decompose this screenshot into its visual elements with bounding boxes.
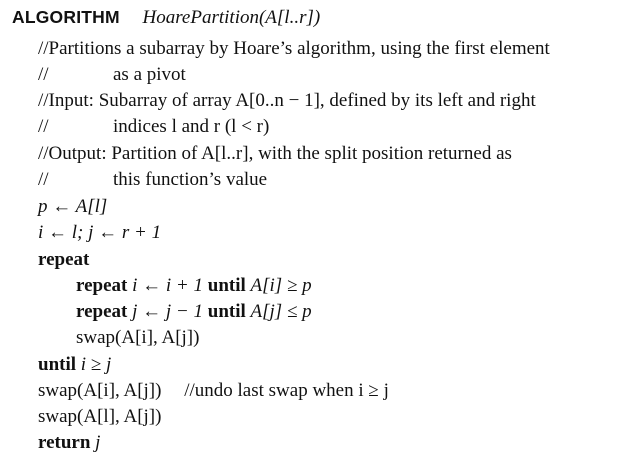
comment-text: as a pivot [113, 64, 186, 85]
comment-text: indices l and r (l < r) [113, 116, 270, 137]
expr-undo-swap: swap(A[i], A[j]) [38, 380, 162, 401]
code-line-pivot-assign: p ← A[l] [38, 196, 108, 217]
keyword-repeat: repeat [76, 301, 128, 322]
algorithm-keyword: ALGORITHM [12, 7, 120, 27]
comment-slash: // [38, 116, 49, 137]
comment-slash: // [38, 169, 49, 190]
expr-condition-i: A[i] ≥ p [250, 275, 312, 296]
algorithm-params: (A[l..r]) [258, 7, 321, 28]
code-line-inner-repeat-j [76, 299, 312, 325]
algorithm-header [12, 4, 320, 30]
inline-comment: //undo last swap when i ≥ j [184, 380, 389, 401]
algorithm-name: HoarePartition [142, 7, 259, 28]
comment-text: this function’s value [113, 169, 268, 190]
expr-condition-j: A[j] ≤ p [250, 301, 312, 322]
code-line-undo-swap [38, 378, 389, 404]
code-line-final-swap: swap(A[l], A[j]) [38, 406, 162, 427]
comment-line-2: //Input: Subarray of array A[0..n − 1], defined by its left and right [38, 90, 536, 111]
code-line-return [38, 430, 100, 456]
expr-decrement-j: j ← j − 1 [132, 301, 203, 322]
keyword-repeat: repeat [76, 275, 128, 296]
comment-line-3: //Output: Partition of A[l..r], with the split position returned as [38, 143, 512, 164]
keyword-return: return [38, 432, 91, 453]
comment-slash: // [38, 64, 49, 85]
code-line-index-init: i ← l; j ← r + 1 [38, 222, 162, 243]
comment-line-1-continued [38, 62, 186, 88]
keyword-until: until [207, 275, 246, 296]
expr-increment-i: i ← i + 1 [132, 275, 203, 296]
code-line-repeat: repeat [38, 249, 90, 270]
keyword-until: until [38, 354, 77, 375]
comment-line-1: //Partitions a subarray by Hoare’s algorithm, using the first element [38, 38, 550, 59]
return-value: j [95, 432, 101, 453]
comment-line-3-continued [38, 167, 267, 193]
keyword-until: until [207, 301, 246, 322]
code-line-swap-inner: swap(A[i], A[j]) [76, 327, 200, 348]
expr-until-condition: i ≥ j [80, 354, 112, 375]
code-line-inner-repeat-i [76, 273, 312, 299]
code-line-until [38, 352, 111, 378]
comment-line-2-continued [38, 114, 269, 140]
